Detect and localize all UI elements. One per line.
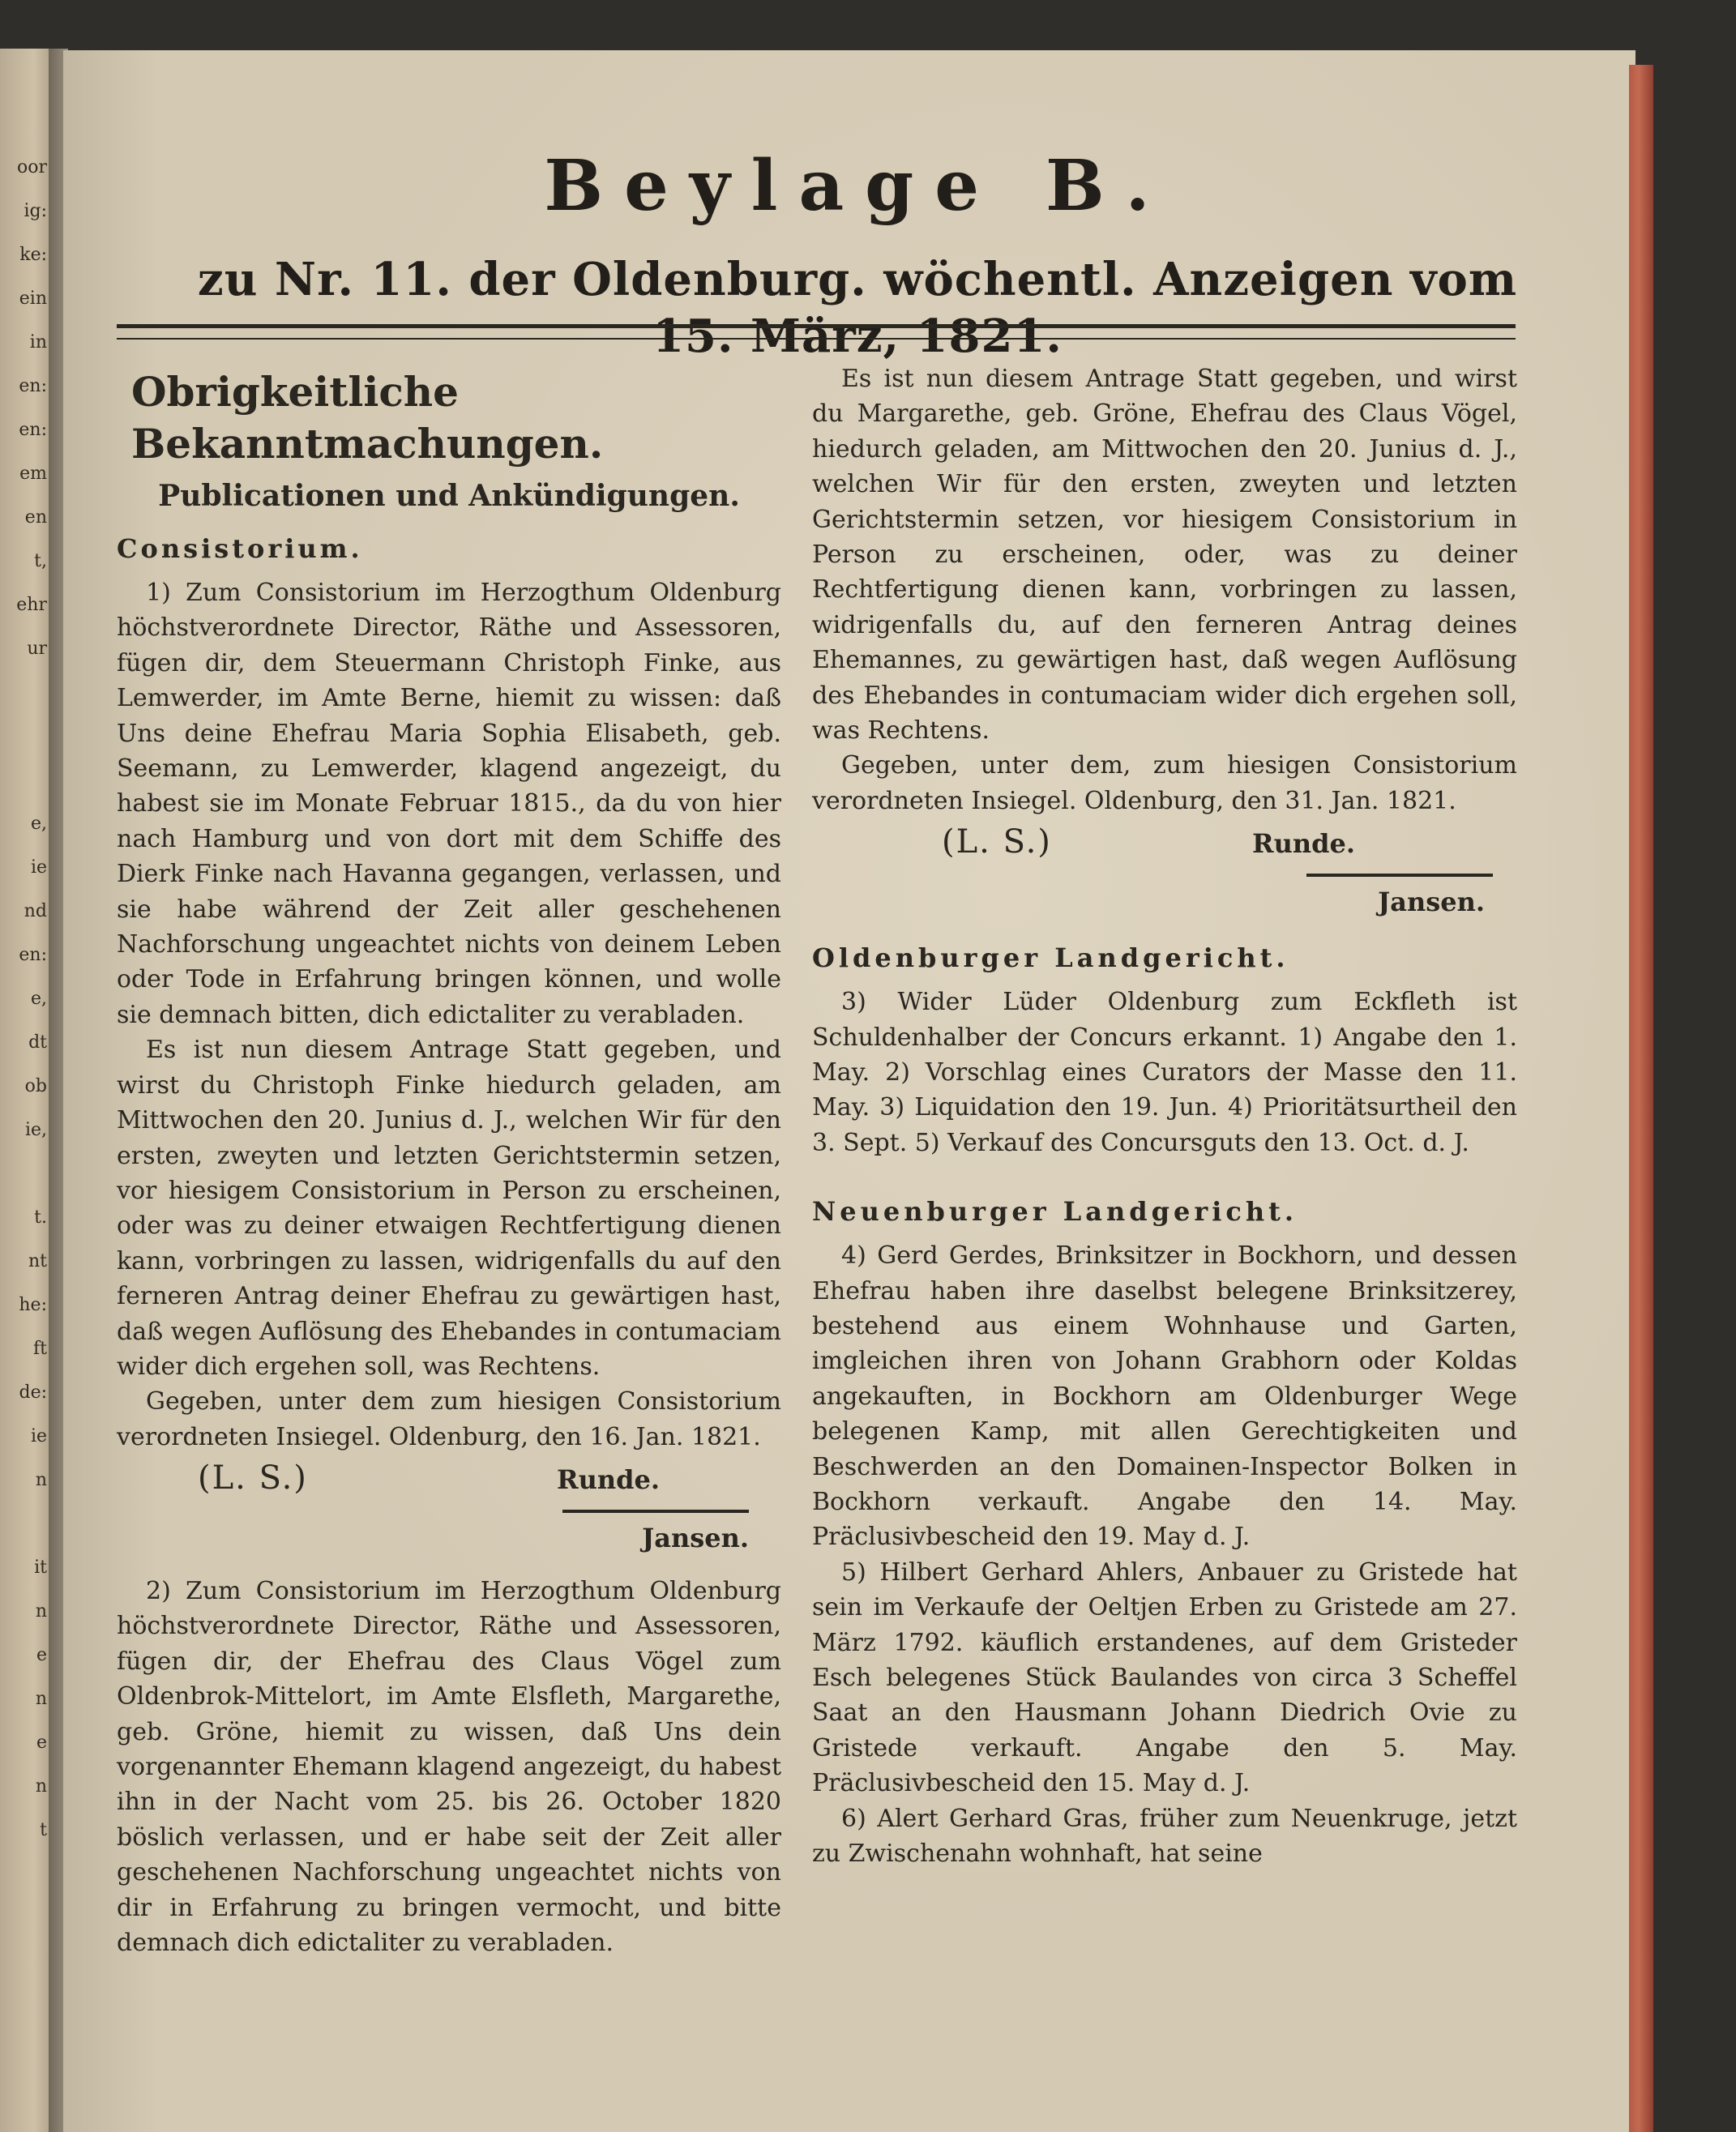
margin-fragment: e, [30, 814, 47, 834]
margin-fragment: t [40, 1820, 47, 1840]
margin-fragment: ur [27, 639, 47, 659]
notice-4-text: 4) Gerd Gerdes, Brinksitzer in Bockhorn, und dessen Ehefrau haben ihre daselbst belegene Brinksitzerey, bestehend aus einem Wohnhause und Garten, imgleichen ihren von Johann Grabhorn oder Koldas angekauften, in Bockhorn am Oldenburger Wege belegenen Kamp, mit allen Gerechtigkeiten und Beschwerden an den Domainen-Inspector Bolken in Bockhorn verkauft. Angabe den 14. May. Präclusivbescheid den 19. May d. J. [812, 1241, 1517, 1552]
margin-fragment: ke: [19, 245, 47, 265]
margin-fragment: ob [24, 1076, 47, 1096]
margin-fragment: t, [34, 551, 47, 571]
margin-fragment: nt [28, 1251, 47, 1271]
margin-fragment: ie [30, 857, 47, 878]
notice-1-dated: Gegeben, unter dem zum hiesigen Consistorium verordneten Insiegel. Oldenburg, den 16. Jan. 1821. [117, 1387, 781, 1451]
notice-5-text: 5) Hilbert Gerhard Ahlers, Anbauer zu Gristede hat sein im Verkaufe der Oeltjen Erben zu Gristede am 27. März 1792. käuflich erstandenes, auf dem Gristeder Esch belegenes Stück Baulandes von circa 3 Scheffel Saat an den Hausmann Johann Diedrich Ovie zu Gristede verkauft. Angabe den 5. May. Präclusivbescheid den 15. May d. J. [812, 1557, 1517, 1798]
margin-fragment: it [34, 1557, 47, 1578]
notice-2-summons: Es ist nun diesem Antrage Statt gegeben, und wirst du Margarethe, geb. Gröne, Ehefrau des Claus Vögel, hiedurch geladen, am Mittwochen den 20. Junius d. J., welchen Wir für den ersten, zweyten und letzten Gerichtstermin setzen, vor hiesigem Consistorium in Person zu erscheinen, oder, was zu deiner Rechtfertigung dienen kann, vorbringen zu lassen, widrigenfalls du, auf den ferneren Antrag deines Ehemannes, zu gewärtigen hast, daß wegen Auflösung des Ehebandes in contumaciam wider dich ergehen soll, was Rechtens. [812, 365, 1517, 746]
page-subtitle: zu Nr. 11. der Oldenburg. wöchentl. Anzeigen vom 15. März, 1821. [197, 253, 1518, 363]
margin-fragment: ehr [16, 595, 47, 615]
margin-fragment: t. [34, 1207, 47, 1228]
margin-fragment: en: [19, 420, 47, 440]
margin-fragment: oor [16, 157, 47, 177]
margin-fragment: de: [19, 1382, 47, 1403]
margin-fragment [3, 671, 52, 715]
notice-2-signature [812, 825, 1517, 861]
countersigner-name: Jansen. [1378, 886, 1485, 917]
margin-fragment: ft [33, 1339, 47, 1359]
column-divider [787, 366, 788, 1971]
book-edge-red [1629, 65, 1653, 2132]
margin-fragment: ie, [24, 1120, 47, 1140]
margin-fragment: dt [28, 1032, 47, 1053]
seal-mark: (L. S.) [198, 1459, 308, 1498]
section-subheading: Publicationen und Ankündigungen. [158, 479, 740, 513]
margin-fragment [3, 715, 52, 758]
court-heading-oldenburg: Oldenburger Landgericht. [812, 942, 1289, 974]
notice-2-text: 2) Zum Consistorium im Herzogthum Oldenburg höchstverordnete Director, Räthe und Assessoren, fügen dir, der Ehefrau des Claus Vögel zum Oldenbrok-Mittelort, im Amte Elsfleth, Margarethe, geb. Gröne, hiemit zu wissen, daß Uns dein vorgenannter Ehemann klagend angezeigt, du habest ihn in der Nacht vom 25. bis 26. October 1820 böslich verlassen, und er habe seit der Zeit aller geschehenen Nachforschung ungeachtet nichts von dir in Erfahrung zu bringen vermocht, und bitte demnach dich edictaliter zu verabladen. [117, 1576, 781, 1958]
margin-fragment: nd [24, 901, 47, 921]
margin-fragment: ein [19, 288, 47, 309]
margin-fragment [3, 1502, 52, 1546]
countersigner-name: Jansen. [642, 1522, 749, 1553]
margin-fragment: en: [19, 376, 47, 396]
margin-fragment: n [35, 1470, 47, 1490]
previous-page-margin-text [3, 146, 52, 1852]
section-heading: Obrigkeitliche Bekanntmachungen. [131, 368, 604, 468]
margin-fragment: ig: [24, 201, 47, 221]
signature-rule [562, 1510, 749, 1513]
margin-fragment [3, 1152, 52, 1196]
margin-fragment: in [29, 332, 47, 352]
notice-1-signature [117, 1461, 781, 1498]
document-page [63, 50, 1636, 2132]
signer-name: Runde. [557, 1464, 660, 1496]
right-column [812, 361, 1517, 1871]
seal-mark: (L. S.) [942, 823, 1052, 861]
notice-2-dated: Gegeben, unter dem, zum hiesigen Consistorium verordneten Insiegel. Oldenburg, den 31. Jan. 1821. [812, 751, 1517, 815]
margin-fragment: en: [19, 945, 47, 965]
authority-heading: Consistorium. [117, 533, 363, 564]
notice-3-text: 3) Wider Lüder Oldenburg zum Eckfleth ist Schuldenhalber der Concurs erkannt. 1) Angabe den 1. May. 2) Vorschlag eines Curators der Masse den 11. May. 3) Liquidation den 19. Jun. 4) Prioritätsurtheil den 3. Sept. 5) Verkauf des Concursguts den 13. Oct. d. J. [812, 988, 1517, 1157]
notice-1-text: 1) Zum Consistorium im Herzogthum Oldenburg höchstverordnete Director, Räthe und Assessoren, fügen dir, dem Steuermann Christoph Finke, aus Lemwerder, im Amte Berne, hiemit zu wissen: daß Uns deine Ehefrau Maria Sophia Elisabeth, geb. Seemann, zu Lemwerder, klagend angezeigt, du habest sie im Monate Februar 1815., da du von hier nach Hamburg und von dort mit dem Schiffe des Dierk Finke nach Havanna gegangen, verlassen, und sie habe während der Zeit aller geschehenen Nachforschung ungeachtet nichts von deinem Leben oder Tode in Erfahrung bringen können, und wolle sie demnach bitten, dich edictaliter zu verabladen. [117, 579, 781, 1029]
page-title: Beylage B. [544, 145, 1171, 227]
margin-fragment: ie [30, 1426, 47, 1446]
margin-fragment: n [35, 1776, 47, 1797]
margin-fragment: n [35, 1601, 47, 1621]
margin-fragment: n [35, 1689, 47, 1709]
signature-rule [1306, 874, 1493, 877]
notice-1-summons: Es ist nun diesem Antrage Statt gegeben, und wirst du Christoph Finke hiedurch geladen, am Mittwochen den 20. Junius d. J., welchen Wir für den ersten, zweyten und letzten Gerichtstermin setzen, vor hiesigem Consistorium in Person zu erscheinen, oder was zu deiner etwaigen Rechtfertigung dienen kann, vorbringen zu lassen, widrigenfalls du auf den ferneren Antrag deiner Ehefrau zu gewärtigen hast, daß wegen Auflösung des Ehebandes in contumaciam wider dich ergehen soll, was Rechtens. [117, 1036, 781, 1381]
signer-name: Runde. [1252, 828, 1355, 860]
margin-fragment: em [19, 464, 47, 484]
margin-fragment: e [36, 1733, 47, 1753]
court-heading-neuenburg: Neuenburger Landgericht. [812, 1196, 1298, 1228]
margin-fragment: en [24, 507, 47, 528]
margin-fragment [3, 758, 52, 802]
notice-6-text: 6) Alert Gerhard Gras, früher zum Neuenkruge, jetzt zu Zwischenahn wohnhaft, hat seine [812, 1804, 1517, 1869]
left-column [117, 361, 781, 1960]
margin-fragment: he: [19, 1295, 47, 1315]
margin-fragment: e, [30, 989, 47, 1009]
header-rule [117, 324, 1516, 340]
margin-fragment: e [36, 1645, 47, 1665]
